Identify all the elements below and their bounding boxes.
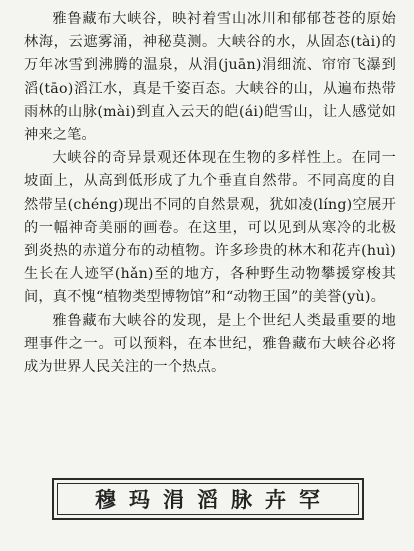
vocab-character-4: 滔 [197,488,219,512]
paragraph-2: 大峡谷的奇异景观还体现在生物的多样性上。在同一坡面上，从高到低形成了九个垂直自然带。不同高度的自然带呈(chéng)现出不同的自然景观，犹如凌(líng)空展开的一幅神奇美丽的画卷。在这里，可以见到从寒冷的北极到炎热的赤道分布的动植物。许多珍贵的林木和花卉(huì)生长在人迹罕(hǎn)至的地方，各种野生动物攀援穿梭其间，真不愧“植物类型博物馆”和“动物王国”的美誉(yù)。 [24,150,396,306]
paragraph-1: 雅鲁藏布大峡谷，映衬着雪山冰川和郁郁苍苍的原始林海，云遮雾涌，神秘莫测。大峡谷的水，从固态(tài)的万年冰雪到沸腾的温泉，从涓(juān)涓细流、帘帘飞瀑到滔(tāo)滔江水，真是千姿百态。大峡谷的山，从遍布热带雨林的山脉(mài)到直入云天的皑(ái)皑雪山，让人感觉如神来之笔。 [24,11,396,144]
paragraph-3: 雅鲁藏布大峡谷的发现，是上个世纪人类最重要的地理事件之一。可以预料，在本世纪，雅鲁藏布大峡谷必将成为世界人民关注的一个热点。 [24,312,396,376]
vocab-character-7: 罕 [299,488,321,512]
vocab-character-3: 涓 [163,488,185,512]
article-body [24,8,396,379]
vocab-character-2: 玛 [129,488,151,512]
vocab-character-5: 脉 [231,488,253,512]
vocabulary-box [52,478,364,520]
vocab-character-6: 卉 [265,488,287,512]
vocab-character-1: 穆 [95,488,117,512]
